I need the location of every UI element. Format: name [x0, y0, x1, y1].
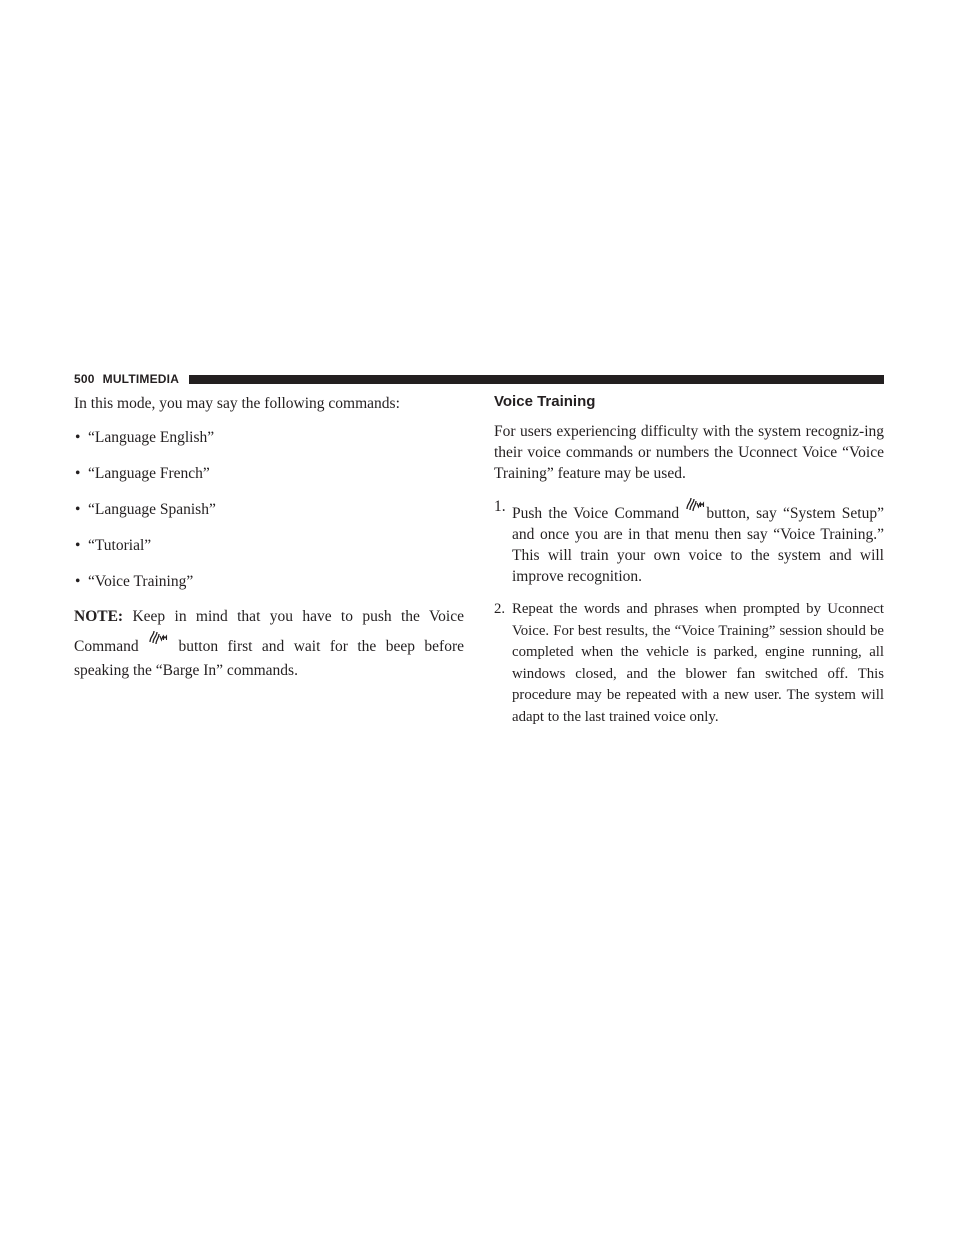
list-item: [74, 427, 464, 448]
list-item: [74, 463, 464, 484]
list-item: [74, 499, 464, 520]
step-text: [512, 496, 884, 587]
command-list: [74, 427, 464, 592]
voice-training-intro: For users experiencing difficulty with the system recogniz-ing their voice commands or numbers the Uconnect Voice “Voice Training” feature may be used.: [494, 423, 884, 482]
list-item: [494, 496, 884, 587]
note-paragraph: [74, 605, 464, 683]
step-text: Repeat the words and phrases when prompted by Uconnect Voice. For best results, the “Voice Training” session should be completed when the vehicle is parked, engine running, all windows closed, and the blower fan switched off. This procedure may be repeated with a new user. The system will adapt to the last trained voice only.: [512, 601, 884, 725]
bullet: •: [75, 573, 81, 590]
commands-intro: In this mode, you may say the following commands:: [74, 395, 400, 412]
voice-command-icon: [148, 629, 168, 645]
page-header: [74, 372, 884, 386]
section-title: MULTIMEDIA: [102, 372, 180, 386]
step-text-start: Push the Voice Command: [512, 505, 680, 522]
list-item: [494, 599, 884, 728]
bullet: •: [75, 501, 81, 518]
note-text-end: button first and wait for the beep before speaking the “Barge In” commands.: [74, 638, 465, 679]
command-text: “Tutorial”: [88, 537, 152, 554]
command-text: “Voice Training”: [88, 573, 194, 590]
command-text: “Language French”: [88, 465, 210, 482]
note-text-start: Keep in mind that you have to push the Voice Command: [74, 608, 464, 655]
voice-training-heading: Voice Training: [494, 393, 596, 410]
command-text: “Language English”: [88, 429, 215, 446]
step-text-end: button, say “System Setup” and once you are in that menu then say “Voice Training.” This will train your own voice to the system and will improve recognition.: [512, 505, 884, 585]
bullet: •: [75, 465, 81, 482]
note-label: NOTE:: [74, 608, 124, 625]
step-number: 2.: [494, 601, 506, 617]
step-number: 1.: [494, 498, 506, 515]
voice-command-icon: [685, 496, 705, 512]
left-column: [74, 392, 464, 683]
page-number: 500: [74, 372, 95, 386]
header-rule: [189, 375, 884, 384]
bullet: •: [75, 429, 81, 446]
list-item: [74, 535, 464, 556]
list-item: [74, 571, 464, 592]
right-column: [494, 392, 884, 740]
bullet: •: [75, 537, 81, 554]
command-text: “Language Spanish”: [88, 501, 216, 518]
step-list: [494, 496, 884, 728]
